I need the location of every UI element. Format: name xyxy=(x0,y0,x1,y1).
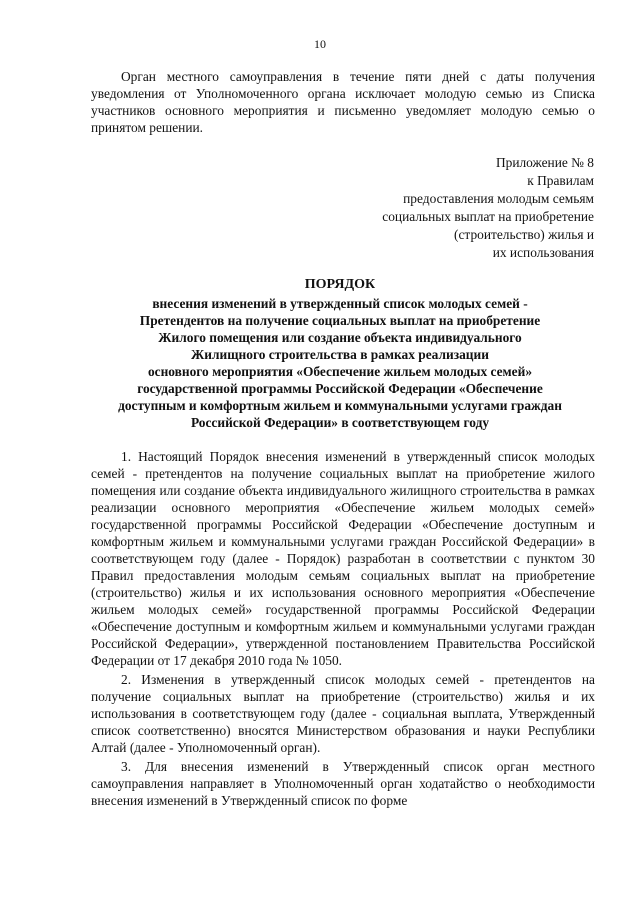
body-text xyxy=(91,448,595,811)
intro-text: Орган местного самоуправления в течение пяти дней с даты получения уведомления от Уполномоченного органа исключает молодую семью из Списка участников основного мероприятия и письменно уведомляет молодую семью о принятом решении. xyxy=(91,69,595,135)
appendix-line: Приложение № 8 xyxy=(495,155,594,170)
page-number: 10 xyxy=(314,37,326,51)
title-line: Жилищного строительства в рамках реализации xyxy=(191,347,489,362)
document-title xyxy=(70,276,610,431)
appendix-line: к Правилам xyxy=(527,173,594,188)
appendix-reference xyxy=(294,154,594,262)
title-line: Претендентов на получение социальных выплат на приобретение xyxy=(139,313,541,328)
title-heading: ПОРЯДОК xyxy=(304,277,376,292)
paragraph-3: 3. Для внесения изменений в Утвержденный список орган местного самоуправления направляет в Уполномоченный орган ходатайство о необходимости внесения изменений в Утвержденный список по форме xyxy=(91,759,595,808)
appendix-line: предоставления молодым семьям xyxy=(403,191,594,206)
title-line: внесения изменений в утвержденный список молодых семей - xyxy=(152,296,528,311)
paragraph-2: 2. Изменения в утвержденный список молодых семей - претендентов на получение социальных выплат на приобретение (строительство) жилья и их использования в соответствующем году (далее - социальная выплата, Утвержденный список соответственно) вносятся Министерством образования и науки Республики Алтай (далее - Уполномоченный орган). xyxy=(91,672,595,755)
title-line: основного мероприятия «Обеспечение жильем молодых семей» xyxy=(147,364,533,379)
appendix-line: их использования xyxy=(492,245,594,260)
appendix-line: социальных выплат на приобретение xyxy=(382,209,594,224)
intro-paragraph xyxy=(91,68,595,136)
title-line: Жилого помещения или создание объекта индивидуального xyxy=(158,330,522,345)
paragraph-1: 1. Настоящий Порядок внесения изменений в утвержденный список молодых семей - претендентов на получение социальных выплат на приобретение жилого помещения или создание объекта индивидуального жилищного строительства в рамках реализации основного мероприятия «Обеспечение жильем молодых семей» государственной программы Российской Федерации «Обеспечение доступным и комфортным жильем и коммунальными услугами граждан Российской Федерации» в соответствующем году (далее - Порядок) разработан в соответствии с пунктом 30 Правил предоставления молодым семьям социальных выплат на приобретение (строительство) жилья и их использования основного мероприятия «Обеспечение жильем молодых семей» государственной программы Российской Федерации «Обеспечение доступным и комфортным жильем и коммунальными услугами граждан Российской Федерации», утвержденной постановлением Правительства Российской Федерации от 17 декабря 2010 года № 1050. xyxy=(91,449,595,668)
title-line: государственной программы Российской Федерации «Обеспечение xyxy=(137,381,543,396)
title-line: доступным и комфортным жильем и коммунальными услугами граждан xyxy=(118,398,562,413)
appendix-line: (строительство) жилья и xyxy=(454,227,594,242)
title-line: Российской Федерации» в соответствующем году xyxy=(190,415,490,430)
